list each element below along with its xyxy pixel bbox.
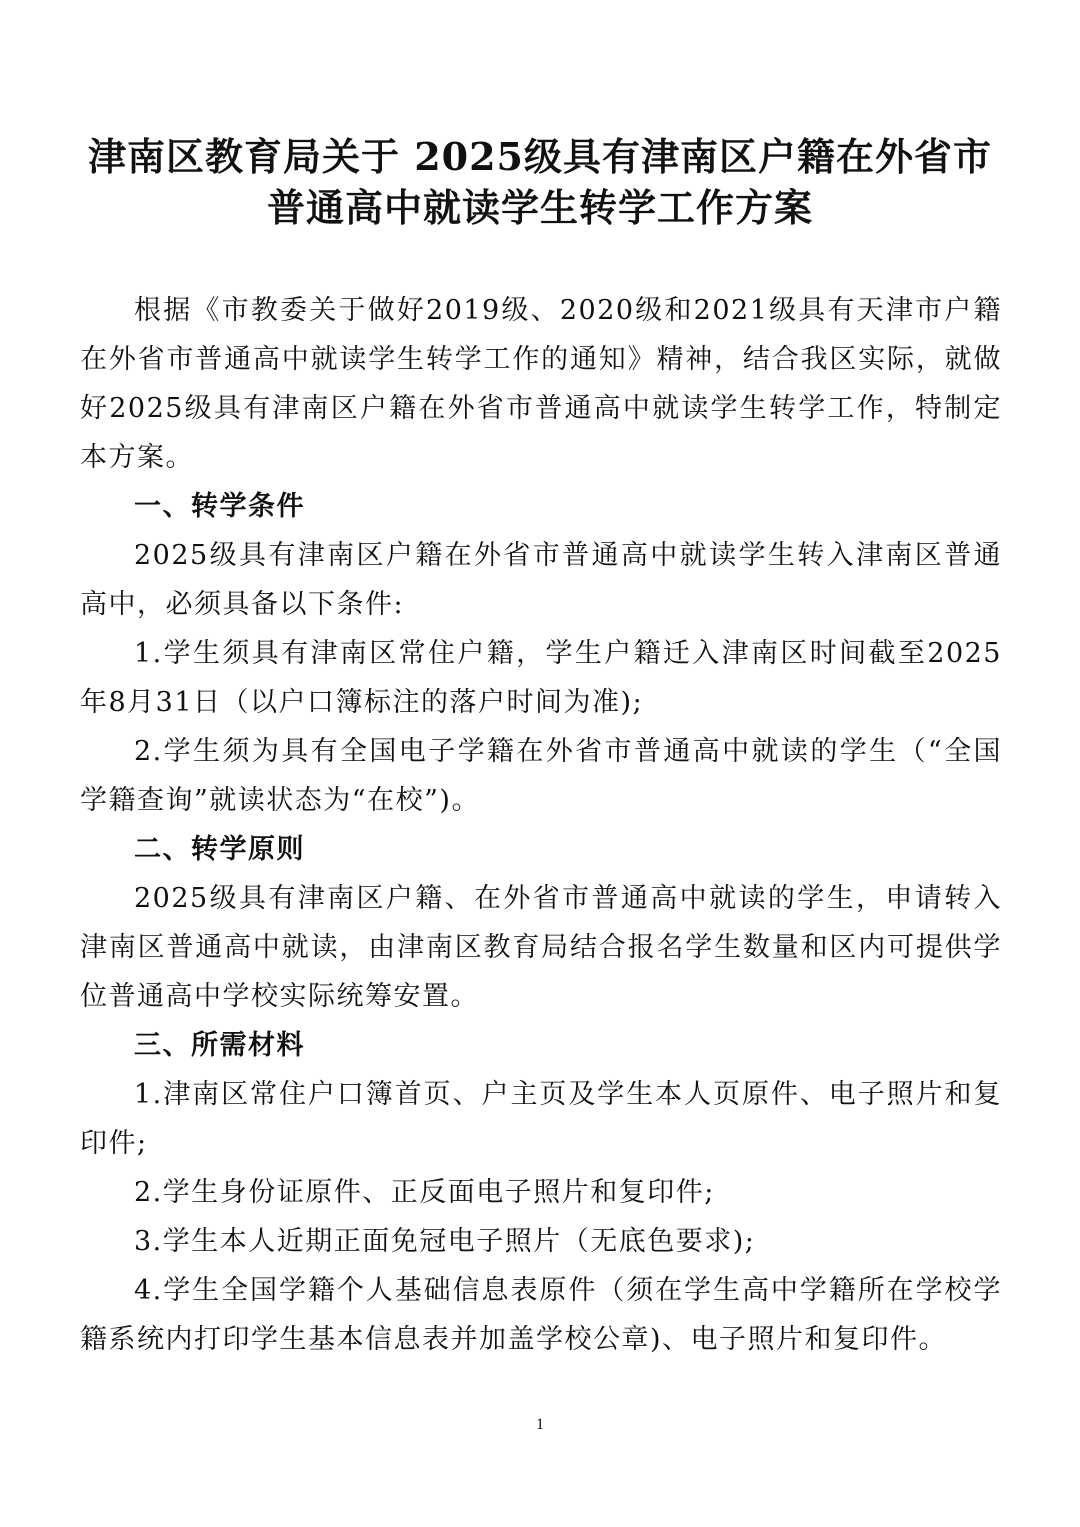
document-body [80,286,1002,1364]
document-title-line-2: 普通高中就读学生转学工作方案 [266,185,813,230]
page-number: 1 [536,1416,544,1433]
document-title-line-1: 津南区教育局关于 2025级具有津南区户籍在外省市 [88,134,992,179]
materials-item-3: 3.学生本人近期正面免冠电子照片（无底色要求); [134,1226,756,1257]
principles-paragraph-1: 2025级具有津南区户籍、在外省市普通高中就读的学生，申请转入津南区普通高中就读，由津南区教育局结合报名学生数量和区内可提供学位普通高中学校实际统筹安置。 [80,883,1002,1012]
section-heading-materials: 三、所需材料 [134,1030,305,1061]
materials-item-1: 1.津南区常住户口簿首页、户主页及学生本人页原件、电子照片和复印件; [80,1079,1002,1159]
section-heading-principles: 二、转学原则 [134,834,305,865]
intro-paragraph: 根据《市教委关于做好2019级、2020级和2021级具有天津市户籍在外省市普通高中就读学生转学工作的通知》精神，结合我区实际，就做好2025级具有津南区户籍在外省市普通高中就读学生转学工作，特制定本方案。 [80,295,1002,473]
conditions-paragraph-1: 2025级具有津南区户籍在外省市普通高中就读学生转入津南区普通高中，必须具备以下条件: [80,540,1002,620]
materials-item-4: 4.学生全国学籍个人基础信息表原件（须在学生高中学籍所在学校学籍系统内打印学生基本信息表并加盖学校公章)、电子照片和复印件。 [80,1275,1002,1355]
conditions-paragraph-2: 1.学生须具有津南区常住户籍，学生户籍迁入津南区时间截至2025年8月31日（以户口簿标注的落户时间为准); [80,638,1002,718]
materials-item-2: 2.学生身份证原件、正反面电子照片和复印件; [134,1177,715,1208]
conditions-paragraph-3: 2.学生须为具有全国电子学籍在外省市普通高中就读的学生（“全国学籍查询”就读状态为“在校”)。 [80,736,1002,816]
section-heading-conditions: 一、转学条件 [134,491,305,522]
